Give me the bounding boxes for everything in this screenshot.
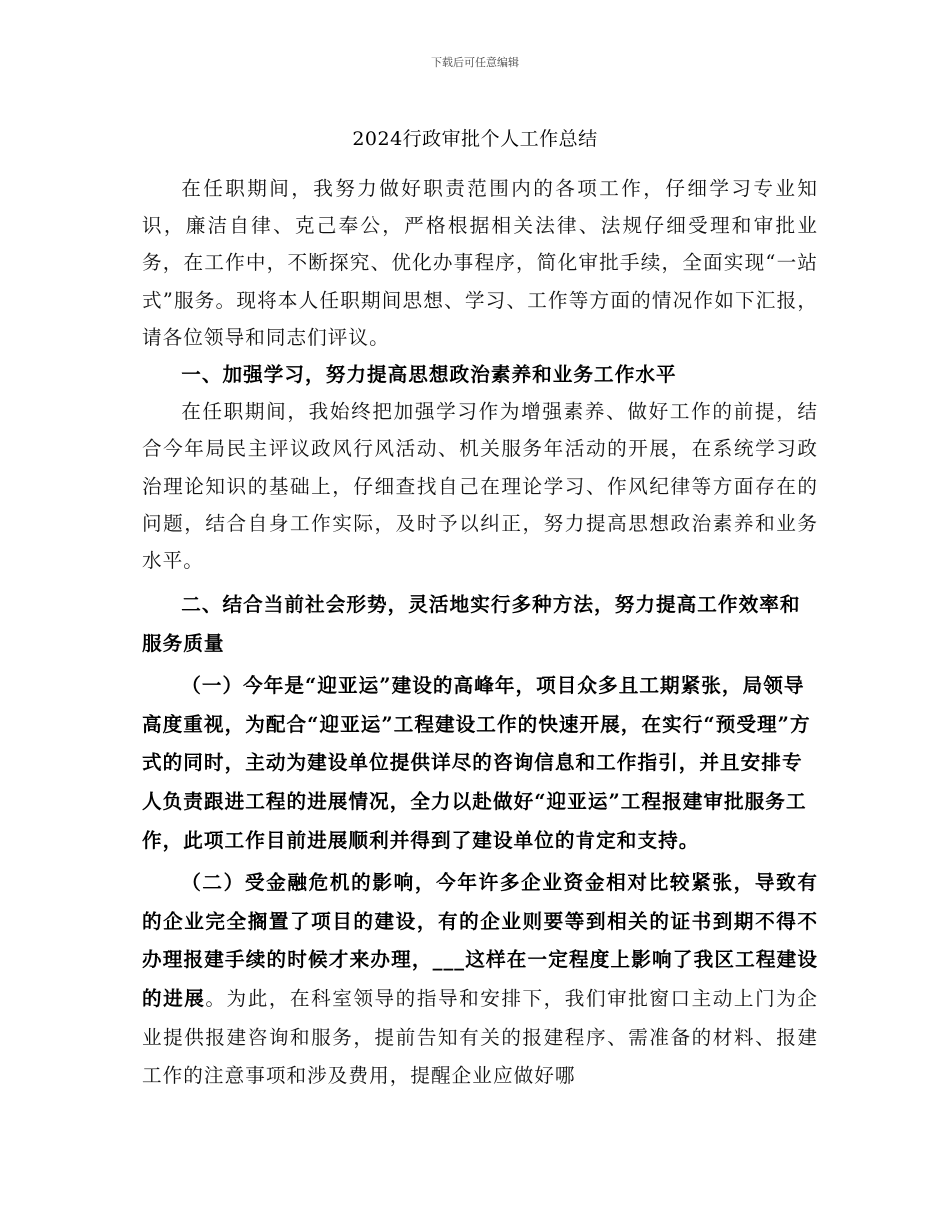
page-header: 下载后可任意编辑 [431, 56, 519, 69]
section-2-item-2-bold: （二）受金融危机的影响，今年许多企业资金相对比较紧张，导致有的企业完全搁置了项目的建设，有的企业则要等到相关的证书到期不得不办理报建手续的时候才来办理，___这样在一定程度上影响了我区工程建设的进展 [142, 871, 818, 1010]
document-body [142, 170, 818, 1096]
intro-paragraph: 在任职期间，我努力做好职责范围内的各项工作，仔细学习专业知识，廉洁自律、克己奉公，严格根据相关法律、法规仔细受理和审批业务，在工作中，不断探究、优化办事程序，简化审批手续，全面实现“一站式”服务。现将本人任职期间思想、学习、工作等方面的情况作如下汇报，请各位领导和同志们评议。 [142, 177, 818, 349]
section-2-item-2 [142, 864, 818, 1096]
section-1-paragraph: 在任职期间，我始终把加强学习作为增强素养、做好工作的前提，结合今年局民主评议政风行风活动、机关服务年活动的开展，在系统学习政治理论知识的基础上，仔细查找自己在理论学习、作风纪律等方面存在的问题，结合自身工作实际，及时予以纠正，努力提高思想政治素养和业务水平。 [142, 400, 818, 573]
document-title: 2024行政审批个人工作总结 [352, 128, 598, 150]
section-2-item-2-rest: 。为此，在科室领导的指导和安排下，我们审批窗口主动上门为企业提供报建咨询和服务，提前告知有关的报建程序、需准备的材料、报建工作的注意事项和涉及费用，提醒企业应做好哪 [142, 986, 818, 1088]
section-1-heading: 一、加强学习，努力提高思想政治素养和业务工作水平 [181, 363, 677, 387]
section-2-heading: 二、结合当前社会形势，灵活地实行多种方法，努力提高工作效率和服务质量 [142, 593, 801, 656]
section-2-item-1: （一）今年是“迎亚运”建设的高峰年，项目众多且工期紧张，局领导高度重视，为配合“迎亚运”工程建设工作的快速开展，在实行“预受理”方式的同时，主动为建设单位提供详尽的咨询信息和工作指引，并且安排专人负责跟进工程的进展情况，全力以赴做好“迎亚运”工程报建审批服务工作，此项工作目前进展顺利并得到了建设单位的肯定和支持。 [142, 674, 811, 852]
